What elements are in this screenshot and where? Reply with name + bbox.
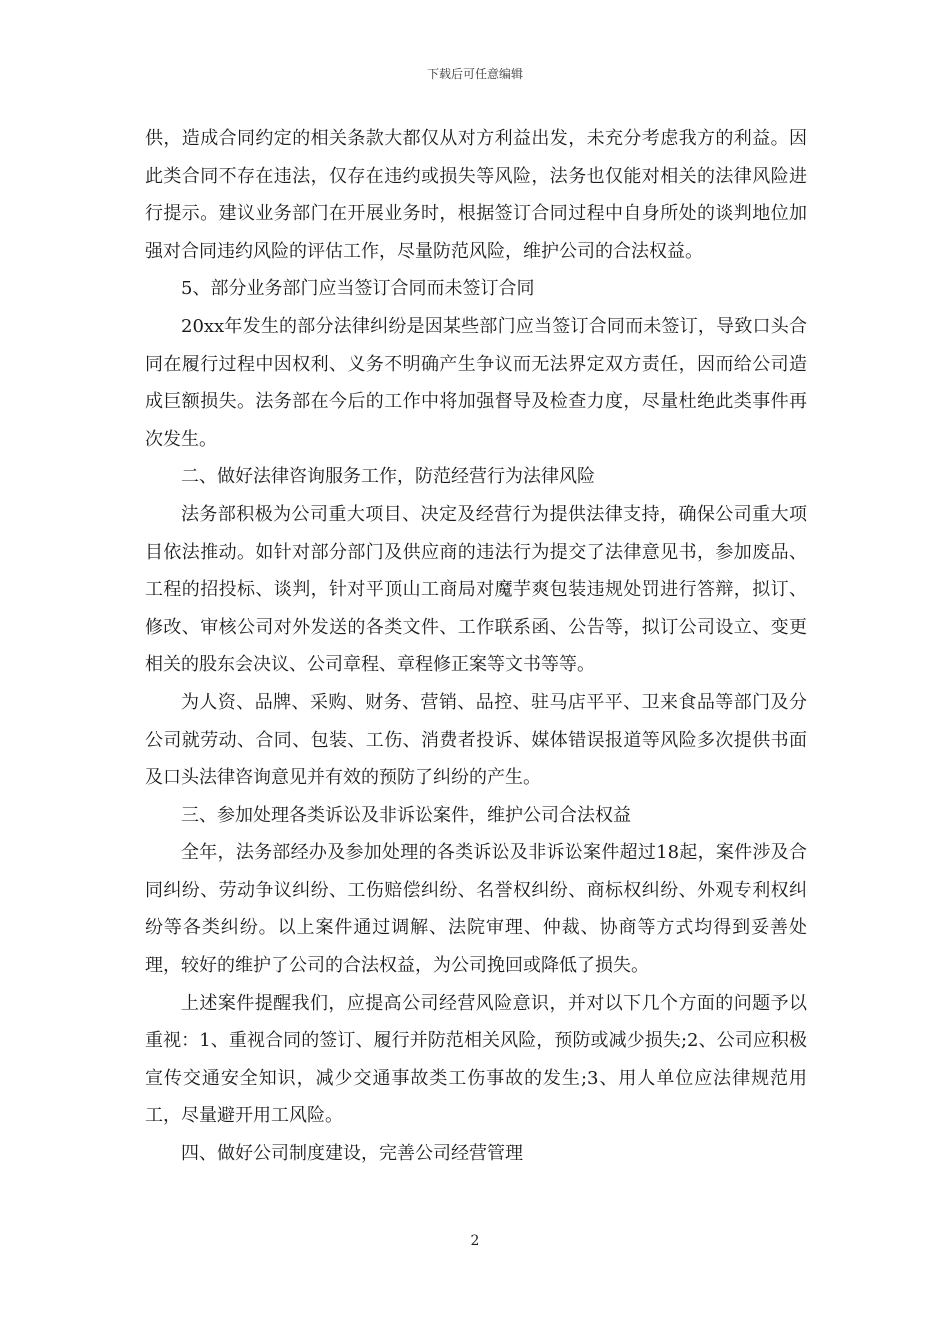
paragraph-litigation-cases: 全年，法务部经办及参加处理的各类诉讼及非诉讼案件超过18起，案件涉及合同纠纷、劳动争议纠纷、工伤赔偿纠纷、名誉权纠纷、商标权纠纷、外观专利权纠纷等各类纠纷。以上案件通过调解、法院审理、仲裁、协商等方式均得到妥善处理，较好的维护了公司的合法权益，为公司挽回或降低了损失。 [145, 842, 807, 977]
heading-unsigned-contracts: 5、部分业务部门应当签订合同而未签订合同 [181, 278, 535, 300]
paragraph-legal-support: 法务部积极为公司重大项目、决定及经营行为提供法律支持，确保公司重大项目依法推动。如针对部分部门及供应商的违法行为提交了法律意见书，参加废品、工程的招投标、谈判，针对平顶山工商局对魔芋爽包装违规处罚进行答辩，拟订、修改、审核公司对外发送的各类文件、工作联系函、公告等，拟订公司设立、变更相关的股东会决议、公司章程、章程修正案等文书等等。 [145, 503, 807, 676]
page-header: 下载后可任意编辑 [426, 67, 523, 81]
paragraph-consulting-departments: 为人资、品牌、采购、财务、营销、品控、驻马店平平、卫来食品等部门及分公司就劳动、合同、包装、工伤、消费者投诉、媒体错误报道等风险多次提供书面及口头法律咨询意见并有效的预防了纠纷的产生。 [145, 691, 807, 789]
heading-legal-consulting: 二、做好法律咨询服务工作，防范经营行为法律风险 [181, 466, 595, 488]
heading-system-building: 四、做好公司制度建设，完善公司经营管理 [181, 1143, 523, 1165]
paragraph-lessons-learned: 上述案件提醒我们，应提高公司经营风险意识，并对以下几个方面的问题予以重视：1、重视合同的签订、履行并防范相关风险，预防或减少损失;2、公司应积极宣传交通安全知识，减少交通事故类工伤事故的发生;3、用人单位应法律规范用工，尽量避开用工风险。 [145, 992, 807, 1127]
paragraph-unsigned-contracts: 20xx年发生的部分法律纠纷是因某些部门应当签订合同而未签订，导致口头合同在履行过程中因权利、义务不明确产生争议而无法界定双方责任，因而给公司造成巨额损失。法务部在今后的工作中将加强督导及检查力度，尽量杜绝此类事件再次发生。 [145, 315, 807, 450]
heading-litigation: 三、参加处理各类诉讼及非诉讼案件，维护公司合法权益 [181, 804, 631, 826]
page-number: 2 [470, 1233, 480, 1249]
document-body [145, 120, 807, 1173]
paragraph-contract-risk-continued: 供，造成合同约定的相关条款大都仅从对方利益出发，未充分考虑我方的利益。因此类合同不存在违法，仅存在违约或损失等风险，法务也仅能对相关的法律风险进行提示。建议业务部门在开展业务时，根据签订合同过程中自身所处的谈判地位加强对合同违约风险的评估工作，尽量防范风险，维护公司的合法权益。 [145, 128, 807, 262]
